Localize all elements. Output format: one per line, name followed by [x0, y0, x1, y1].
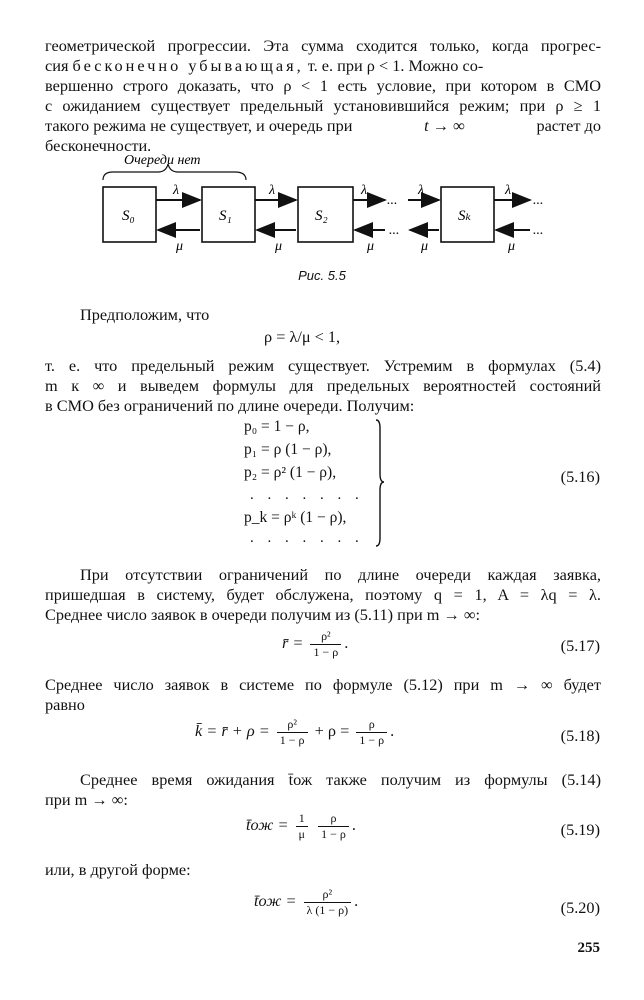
- ellipsis: ...: [533, 193, 544, 208]
- formula-row: p₀ = 1 − ρ,: [244, 418, 310, 435]
- mu-label: μ: [508, 239, 516, 254]
- state-label-s2: S₂: [315, 208, 328, 224]
- state-diagram: [0, 150, 644, 265]
- formula-row: p_k = ρᵏ (1 − ρ),: [244, 509, 347, 526]
- ellipsis: ...: [387, 193, 398, 208]
- text-line: сия бесконечно убывающая, т. е. при ρ < 1. Можно со-: [45, 56, 484, 75]
- text-line: такого режима не существует, и очередь при t → ∞ растет до: [45, 116, 601, 135]
- state-label-sk: Sₖ: [458, 208, 471, 224]
- ellipsis: ...: [389, 223, 400, 238]
- state-label-s0: S₀: [122, 208, 135, 224]
- text-line: при m → ∞:: [45, 790, 128, 809]
- mu-label: μ: [176, 239, 184, 254]
- equation-number: (5.16): [560, 467, 600, 486]
- text-line: или, в другой форме:: [45, 860, 191, 879]
- figure-caption: Рис. 5.5: [298, 268, 346, 283]
- text-line: m к ∞ и выведем формулы для предельных вероятностей состояний: [45, 376, 601, 395]
- text-line: геометрической прогрессии. Эта сумма сходится только, когда прогрес-: [45, 36, 601, 55]
- equation-5-18: k̄ = r̄ + ρ = $\frac{\text{ρ²}}{1 - \rho}$ + ρ = $\frac{\rho}{1 - \rho}$ .: [195, 717, 395, 747]
- state-label-s1: S₁: [219, 208, 232, 224]
- formula-dots: . . . . . . .: [250, 487, 364, 503]
- no-queue-label: Очереди нет: [124, 153, 201, 168]
- page-number: 255: [577, 940, 600, 956]
- equation-number: (5.18): [560, 726, 600, 745]
- equation-5-20: t̄ож = $\frac{\text{ρ²}}{\lambda (1 - \rho)}$ .: [254, 887, 359, 917]
- text-line: бесконечности.: [45, 136, 152, 155]
- text-line: равно: [45, 695, 85, 714]
- equation-number: (5.17): [560, 636, 600, 655]
- lambda-label: λ: [505, 183, 512, 198]
- text-line: т. е. что предельный режим существует. Устремим в формулах (5.4): [45, 356, 601, 375]
- lambda-label: λ: [173, 183, 180, 198]
- mu-label: μ: [367, 239, 375, 254]
- rho-equation: ρ = λ/μ < 1,: [264, 327, 341, 346]
- lambda-label: λ: [418, 183, 425, 198]
- lambda-label: λ: [361, 183, 368, 198]
- system-brace: [372, 418, 392, 548]
- text-line: с ожиданием существует предельный установившийся режим; при ρ ≥ 1: [45, 96, 601, 115]
- emphasized-text: бесконечно убывающая,: [72, 56, 304, 75]
- formula-row: p₂ = ρ² (1 − ρ),: [244, 464, 337, 481]
- text-line: пришедшая в систему, будет обслужена, поэтому q = 1, A = λq = λ.: [45, 585, 601, 604]
- equation-5-17: r̄ = $\frac{\text{ρ²}}{1 - \rho}$ .: [282, 629, 349, 659]
- equation-number: (5.20): [560, 898, 600, 917]
- text-line: Среднее время ожидания t̄ож также получим из формулы (5.14): [80, 770, 601, 789]
- formula-row: p₁ = ρ (1 − ρ),: [244, 441, 332, 458]
- text-line: Среднее число заявок в системе по формуле (5.12) при m → ∞ будет: [45, 675, 601, 694]
- formula-dots: . . . . . . .: [250, 530, 364, 546]
- lambda-label: λ: [269, 183, 276, 198]
- text-line: вершенно строго доказать, что ρ < 1 есть условие, при котором в СМО: [45, 76, 601, 95]
- ellipsis: ...: [533, 223, 544, 238]
- text-line: При отсутствии ограничений по длине очереди каждая заявка,: [80, 565, 601, 584]
- text-line: Среднее число заявок в очереди получим из (5.11) при m → ∞:: [45, 605, 480, 624]
- equation-number: (5.19): [560, 820, 600, 839]
- text-line: в СМО без ограничений по длине очереди. Получим:: [45, 396, 415, 415]
- text-line: Предположим, что: [80, 305, 210, 324]
- mu-label: μ: [421, 239, 429, 254]
- mu-label: μ: [275, 239, 283, 254]
- equation-5-19: t̄ож = $\frac{1}{\mu}$ $\frac{\rho}{1 - \rho}$ .: [246, 811, 356, 841]
